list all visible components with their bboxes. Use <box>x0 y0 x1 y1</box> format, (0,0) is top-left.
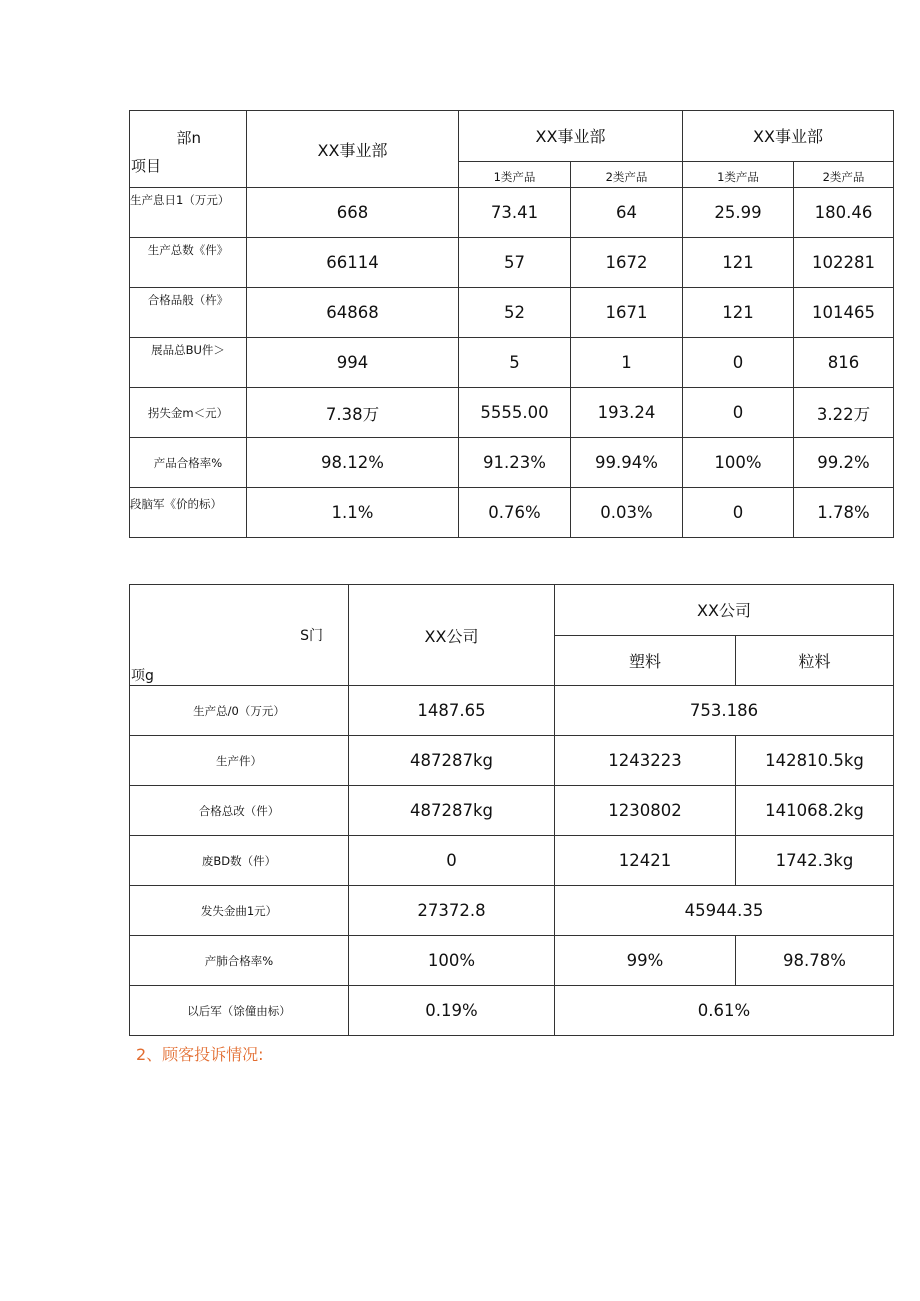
corner-bottom-label: 项g <box>131 668 154 684</box>
header-dept-c: XX事业部 <box>683 111 894 162</box>
corner-top-label: S门 <box>300 628 323 644</box>
row-label: 生产总数《件》 <box>130 238 247 288</box>
cell-value: 52 <box>459 288 571 338</box>
cell-value: 5555.00 <box>459 388 571 438</box>
row-label: 发失金曲1元） <box>130 886 349 936</box>
cell-value: 487287kg <box>349 736 555 786</box>
cell-value-merged: 45944.35 <box>555 886 894 936</box>
cell-value: 994 <box>247 338 459 388</box>
cell-value: 1 <box>571 338 683 388</box>
table-row <box>130 238 894 288</box>
cell-value: 1671 <box>571 288 683 338</box>
header-dept-a: XX事业部 <box>247 111 459 188</box>
table-row <box>130 188 894 238</box>
subheader-c2: 2类产品 <box>794 161 894 187</box>
cell-value: 64868 <box>247 288 459 338</box>
subheader-pellet: 粒料 <box>736 635 894 686</box>
row-label: 合格总改（件） <box>130 786 349 836</box>
subheader-b2: 2类产品 <box>571 161 683 187</box>
subheader-b1: 1类产品 <box>459 161 571 187</box>
cell-value: 1487.65 <box>349 686 555 736</box>
cell-value: 816 <box>794 338 894 388</box>
row-label: 段脑军《价的标） <box>130 488 247 538</box>
table-row <box>130 936 894 986</box>
header-company-b: XX公司 <box>555 585 894 636</box>
table-row <box>130 388 894 438</box>
row-label: 产品合格率% <box>130 438 247 488</box>
table-row <box>130 338 894 388</box>
cell-value: 98.78% <box>736 936 894 986</box>
cell-value: 487287kg <box>349 786 555 836</box>
cell-value-merged: 753.186 <box>555 686 894 736</box>
cell-value: 1672 <box>571 238 683 288</box>
cell-value: 1.1% <box>247 488 459 538</box>
cell-value: 121 <box>683 288 794 338</box>
cell-value: 91.23% <box>459 438 571 488</box>
corner-top-label: 部n <box>176 129 201 147</box>
row-label: 废BD数（件） <box>130 836 349 886</box>
cell-value: 1230802 <box>555 786 736 836</box>
cell-value: 98.12% <box>247 438 459 488</box>
table-row <box>130 488 894 538</box>
row-label: 拐失金m＜元） <box>130 388 247 438</box>
cell-value: 12421 <box>555 836 736 886</box>
row-label: 展品总BU件＞ <box>130 338 247 388</box>
cell-value: 180.46 <box>794 188 894 238</box>
cell-value: 27372.8 <box>349 886 555 936</box>
department-production-table <box>129 110 894 538</box>
row-label: 以后军（馀僮由标） <box>130 986 349 1036</box>
cell-value: 57 <box>459 238 571 288</box>
cell-value: 99.2% <box>794 438 894 488</box>
row-label: 产肺合格率% <box>130 936 349 986</box>
cell-value: 1.78% <box>794 488 894 538</box>
cell-value: 5 <box>459 338 571 388</box>
cell-value: 0 <box>683 488 794 538</box>
cell-value: 193.24 <box>571 388 683 438</box>
cell-value: 0 <box>683 338 794 388</box>
subheader-plastic: 塑料 <box>555 635 736 686</box>
header-company-a: XX公司 <box>349 585 555 686</box>
cell-value: 102281 <box>794 238 894 288</box>
cell-value: 0.03% <box>571 488 683 538</box>
table-row <box>130 686 894 736</box>
company-production-table <box>129 584 894 1036</box>
cell-value: 1243223 <box>555 736 736 786</box>
cell-value: 66114 <box>247 238 459 288</box>
table-row <box>130 886 894 936</box>
cell-value: 73.41 <box>459 188 571 238</box>
table-row <box>130 288 894 338</box>
table-row <box>130 736 894 786</box>
row-label: 合格品般（杵》 <box>130 288 247 338</box>
cell-value: 99% <box>555 936 736 986</box>
cell-value: 25.99 <box>683 188 794 238</box>
cell-value: 121 <box>683 238 794 288</box>
table-row <box>130 786 894 836</box>
row-label: 生产件） <box>130 736 349 786</box>
cell-value: 101465 <box>794 288 894 338</box>
cell-value: 99.94% <box>571 438 683 488</box>
cell-value: 3.22万 <box>794 388 894 438</box>
table-row <box>130 836 894 886</box>
row-label: 生产总/0（万元） <box>130 686 349 736</box>
cell-value: 1742.3kg <box>736 836 894 886</box>
corner-header-cell <box>130 111 247 188</box>
section-heading-complaints: 2、顾客投诉情况: <box>136 1045 264 1064</box>
subheader-c1: 1类产品 <box>683 161 794 187</box>
table-row <box>130 986 894 1036</box>
cell-value: 100% <box>683 438 794 488</box>
cell-value: 64 <box>571 188 683 238</box>
cell-value: 0.76% <box>459 488 571 538</box>
cell-value: 141068.2kg <box>736 786 894 836</box>
corner-bottom-label: 项目 <box>131 157 162 175</box>
cell-value: 0.19% <box>349 986 555 1036</box>
cell-value: 668 <box>247 188 459 238</box>
header-dept-b: XX事业部 <box>459 111 683 162</box>
cell-value: 100% <box>349 936 555 986</box>
cell-value: 7.38万 <box>247 388 459 438</box>
cell-value: 0 <box>683 388 794 438</box>
table-row <box>130 438 894 488</box>
cell-value: 0 <box>349 836 555 886</box>
corner-header-cell <box>130 585 349 686</box>
row-label: 生产息日1（万元） <box>130 188 247 238</box>
cell-value: 142810.5kg <box>736 736 894 786</box>
cell-value-merged: 0.61% <box>555 986 894 1036</box>
